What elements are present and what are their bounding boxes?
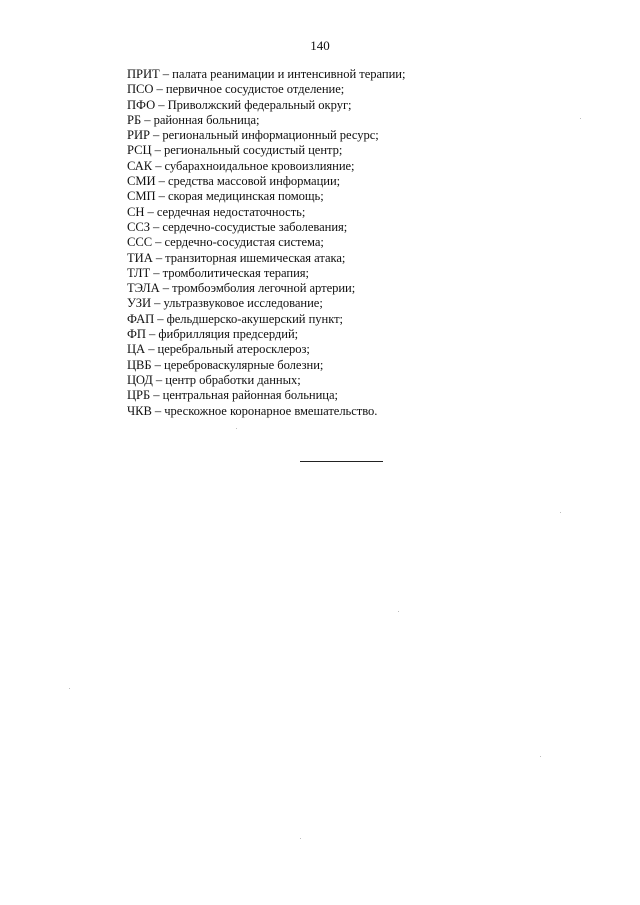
- end-of-list-divider: [300, 461, 383, 462]
- list-item: ССЗ – сердечно-сосудистые заболевания;: [127, 219, 348, 234]
- list-item: ПСО – первичное сосудистое отделение;: [127, 82, 345, 97]
- list-item: РБ – районная больница;: [127, 112, 260, 127]
- scan-speck: [560, 512, 561, 513]
- list-item: РСЦ – региональный сосудистый центр;: [127, 143, 343, 158]
- list-item: ССС – сердечно-сосудистая система;: [127, 235, 324, 250]
- list-item: ЧКВ – чрескожное коронарное вмешательство.: [127, 403, 378, 418]
- list-item: ТИА – транзиторная ишемическая атака;: [127, 250, 346, 265]
- scan-speck: [540, 756, 541, 757]
- page-number: 140: [310, 38, 330, 53]
- scan-speck: [69, 688, 70, 689]
- list-item: ФП – фибрилляция предсердий;: [127, 327, 299, 342]
- list-item: ТЛТ – тромболитическая терапия;: [127, 265, 310, 280]
- list-item: ФАП – фельдшерско-акушерский пункт;: [127, 311, 343, 326]
- list-item: СН – сердечная недостаточность;: [127, 204, 306, 219]
- list-item: РИР – региональный информационный ресурс;: [127, 128, 379, 143]
- list-item: УЗИ – ультразвуковое исследование;: [127, 296, 323, 311]
- scan-speck: [236, 428, 237, 429]
- list-item: ПРИТ – палата реанимации и интенсивной терапии;: [127, 67, 406, 81]
- list-item: ТЭЛА – тромбоэмболия легочной артерии;: [127, 281, 356, 296]
- list-item: ЦОД – центр обработки данных;: [127, 372, 301, 387]
- list-item: ЦРБ – центральная районная больница;: [127, 388, 338, 403]
- scan-speck: [580, 118, 581, 119]
- list-item: САК – субарахноидальное кровоизлияние;: [127, 158, 355, 173]
- list-item: ЦА – церебральный атеросклероз;: [127, 342, 310, 357]
- list-item: ПФО – Приволжский федеральный округ;: [127, 97, 352, 112]
- scan-speck: [300, 838, 301, 839]
- abbreviation-list: [127, 67, 405, 419]
- list-item: СМП – скорая медицинская помощь;: [127, 189, 324, 204]
- list-item: ЦВБ – цереброваскулярные болезни;: [127, 357, 324, 372]
- list-item: СМИ – средства массовой информации;: [127, 174, 341, 189]
- scan-speck: [398, 611, 399, 612]
